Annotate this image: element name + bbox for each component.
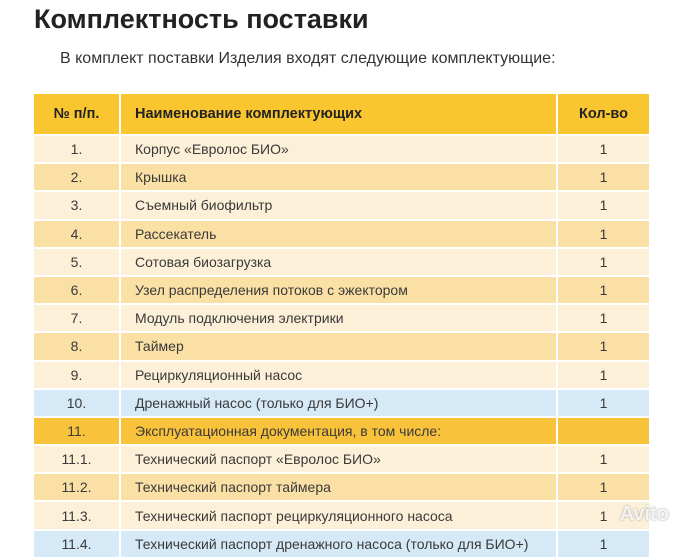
row-qty: 1 bbox=[557, 445, 649, 473]
row-qty: 1 bbox=[557, 530, 649, 557]
row-qty: 1 bbox=[557, 220, 649, 248]
row-name: Съемный биофильтр bbox=[120, 191, 557, 219]
row-qty: 1 bbox=[557, 191, 649, 219]
table-row bbox=[34, 530, 649, 557]
row-name: Технический паспорт дренажного насоса (только для БИО+) bbox=[120, 530, 557, 557]
table-row bbox=[34, 445, 649, 473]
row-number: 8. bbox=[34, 332, 120, 360]
row-qty: 1 bbox=[557, 135, 649, 163]
row-number: 1. bbox=[34, 135, 120, 163]
row-qty: 1 bbox=[557, 276, 649, 304]
row-name: Эксплуатационная документация, в том числе: bbox=[120, 417, 557, 445]
row-qty: 1 bbox=[557, 361, 649, 389]
row-number: 4. bbox=[34, 220, 120, 248]
table-row bbox=[34, 473, 649, 501]
avito-watermark: Avito bbox=[619, 503, 669, 525]
row-number: 11.2. bbox=[34, 473, 120, 501]
header-name: Наименование комплектующих bbox=[120, 94, 557, 135]
row-number: 11.3. bbox=[34, 501, 120, 529]
row-number: 5. bbox=[34, 248, 120, 276]
row-qty: 1 bbox=[557, 473, 649, 501]
table-row bbox=[34, 163, 649, 191]
row-name: Модуль подключения электрики bbox=[120, 304, 557, 332]
subtitle: В комплект поставки Изделия входят следующие комплектующие: bbox=[60, 50, 556, 67]
row-name: Таймер bbox=[120, 332, 557, 360]
row-name: Рассекатель bbox=[120, 220, 557, 248]
table-header bbox=[34, 94, 649, 135]
row-qty: 1 bbox=[557, 389, 649, 417]
row-name: Корпус «Евролос БИО» bbox=[120, 135, 557, 163]
table-row bbox=[34, 304, 649, 332]
row-number: 6. bbox=[34, 276, 120, 304]
header-number: № п/п. bbox=[34, 94, 120, 135]
row-number: 11.4. bbox=[34, 530, 120, 557]
table-row bbox=[34, 332, 649, 360]
row-qty: 1 bbox=[557, 332, 649, 360]
row-qty bbox=[557, 417, 649, 445]
row-name: Технический паспорт таймера bbox=[120, 473, 557, 501]
row-qty: 1 bbox=[557, 304, 649, 332]
row-number: 7. bbox=[34, 304, 120, 332]
row-number: 10. bbox=[34, 389, 120, 417]
row-qty: 1 bbox=[557, 501, 649, 529]
row-name: Дренажный насос (только для БИО+) bbox=[120, 389, 557, 417]
row-name: Рециркуляционный насос bbox=[120, 361, 557, 389]
row-name: Узел распределения потоков с эжектором bbox=[120, 276, 557, 304]
row-number: 3. bbox=[34, 191, 120, 219]
table-row bbox=[34, 248, 649, 276]
table-row bbox=[34, 501, 649, 529]
table-row bbox=[34, 191, 649, 219]
table-row bbox=[34, 220, 649, 248]
page-title: Комплектность поставки bbox=[34, 4, 369, 34]
header-qty: Кол-во bbox=[557, 94, 649, 135]
table-row bbox=[34, 135, 649, 163]
row-qty: 1 bbox=[557, 163, 649, 191]
row-name: Сотовая биозагрузка bbox=[120, 248, 557, 276]
table-row bbox=[34, 361, 649, 389]
components-table bbox=[34, 94, 649, 557]
table-row bbox=[34, 389, 649, 417]
row-number: 11.1. bbox=[34, 445, 120, 473]
row-qty: 1 bbox=[557, 248, 649, 276]
row-name: Крышка bbox=[120, 163, 557, 191]
row-number: 2. bbox=[34, 163, 120, 191]
row-number: 11. bbox=[34, 417, 120, 445]
table-row bbox=[34, 417, 649, 445]
row-name: Технический паспорт «Евролос БИО» bbox=[120, 445, 557, 473]
table-row bbox=[34, 276, 649, 304]
row-number: 9. bbox=[34, 361, 120, 389]
row-name: Технический паспорт рециркуляционного насоса bbox=[120, 501, 557, 529]
